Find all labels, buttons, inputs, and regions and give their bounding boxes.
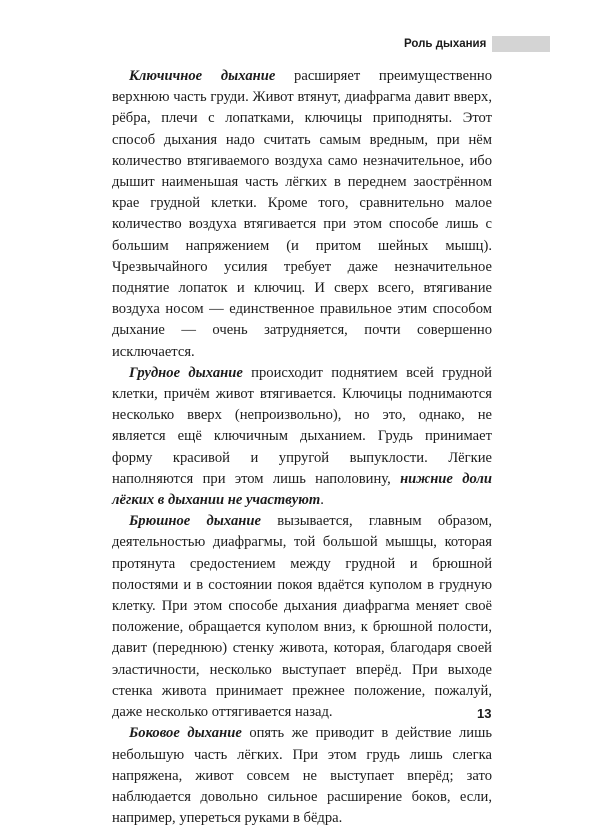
paragraph-abdominal-breathing (112, 511, 492, 723)
running-head-title: Роль дыхания (404, 38, 487, 50)
running-head-bar (492, 36, 550, 52)
paragraph-clavicular-breathing (112, 66, 492, 363)
paragraph-text: опять же приводит в действие лишь небольшую часть лёгких. При этом грудь лишь слегка напряжена, живот совсем не выступает вперёд; зато наблюдается довольно сильное расширение боков, если, например, упереться руками в бёдра. (112, 725, 492, 827)
paragraph-text: происходит поднятием всей грудной клетки, причём живот втягивается. Ключицы поднимаются несколько вверх (непроизвольно), но это, однако, не является ещё ключичным дыханием. Грудь принимает форму красивой и упругой выпуклости. Лёгкие наполняются при этом лишь наполовину, (112, 364, 492, 487)
emphasis-lower-lobes: нижние доли лёгких в дыхании не участвуют (112, 470, 492, 509)
page-number: 13 (477, 706, 492, 721)
paragraph-lateral-breathing (112, 723, 492, 829)
paragraph-tail: . (320, 492, 324, 509)
paragraph-text: вызывается, главным образом, деятельностью диафрагмы, той большой мышцы, которая протянута средостением между грудной и брюшной полостями и в состоянии покоя вдаётся куполом в грудную клетку. При этом способе дыхания диафрагма меняет своё положение, обращается куполом вниз, к брюшной полости, давит (переднюю) стенку живота, которая, благодаря своей эластичности, несколько выступает вперёд. При выходе стенка живота принимает прежнее положение, пожалуй, даже несколько оттягивается назад. (112, 513, 492, 721)
term-lateral-breathing: Боковое дыхание (129, 725, 242, 742)
paragraph-chest-breathing (112, 363, 492, 511)
term-abdominal-breathing: Брюшное дыхание (129, 513, 261, 530)
term-clavicular-breathing: Ключичное дыхание (129, 68, 276, 84)
term-chest-breathing: Грудное дыхание (129, 364, 243, 381)
paragraph-text: расширяет преимущественно верхнюю часть груди. Живот втянут, диафрагма давит вверх, рёбра, плечи с лопатками, ключицы приподняты. Этот способ дыхания надо считать самым вредным, при нём количество втягиваемого воздуха само незначительное, ибо дышит наименьшая часть лёгких в переднем заострённом крае грудной клетки. Кроме того, сравнительно малое количество воздуха втягивается при этом способе лишь с большим напряжением (и притом шейных мышц). Чрезвычайного усилия требует даже незначительное поднятие лопаток и ключиц. И сверх всего, втягивание воздуха носом — единственное правильное этим способом дыхание — очень затрудняется, почти совершенно исключается. (112, 68, 492, 360)
body-text (112, 66, 492, 829)
